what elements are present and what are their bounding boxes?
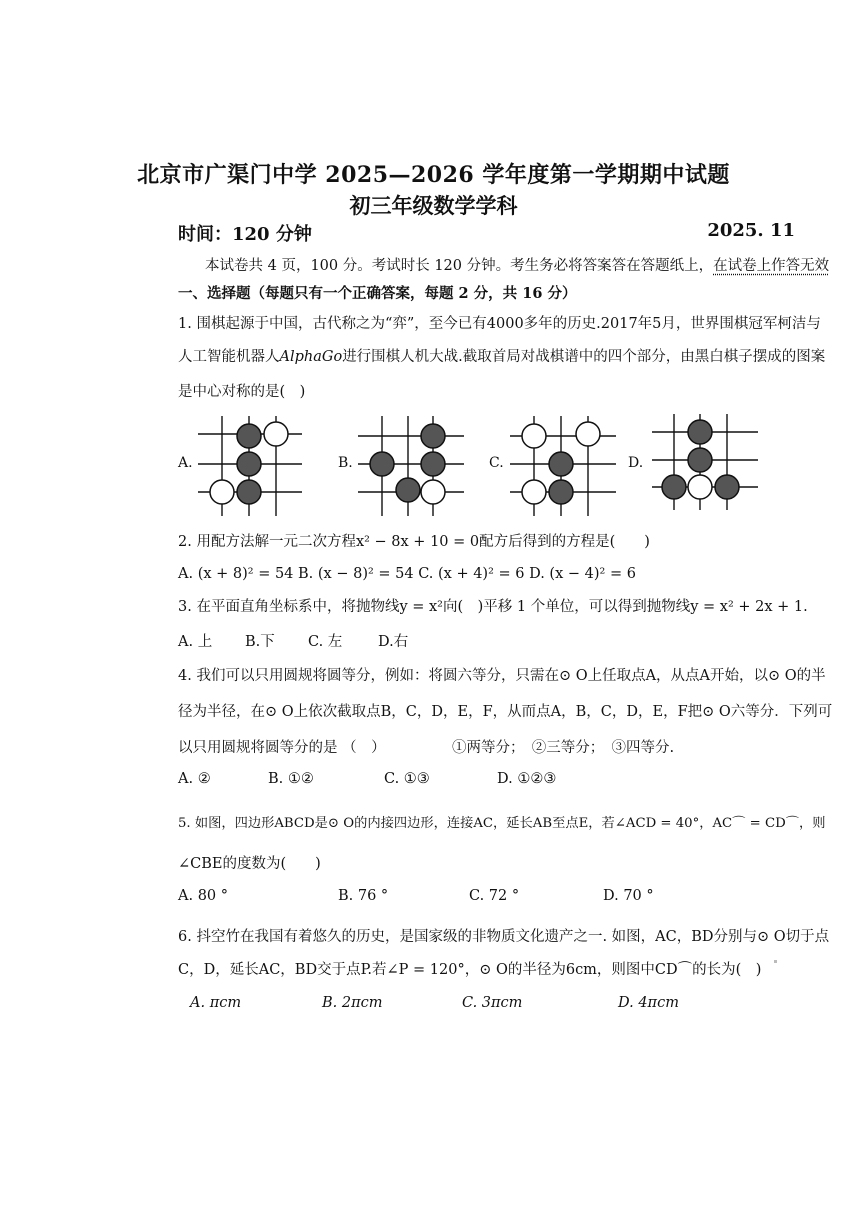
q6-option-a: A. πcm [190,995,242,1011]
intro-text-main: 本试卷共 4 页，100 分。考试时长 120 分钟。考生务必将答案答在答题纸上， [205,258,714,274]
q6-line1: 6. 抖空竹在我国有着悠久的历史，是国家级的非物质文化遗产之一. 如图，AC，BD分别与⊙ O切于点 [178,929,830,945]
q5-line1: 5. 如图，四边形ABCD是⊙ O的内接四边形，连接AC，延长AB至点E，若∠ACD = 40°，AC⌒ = CD⌒，则 [178,816,826,831]
scan-speck [774,960,777,963]
q5-option-b: B. 76 ° [338,888,389,904]
section-heading: 一、选择题（每题只有一个正确答案，每题 2 分，共 16 分） [178,285,577,302]
intro-dotted-text: 在试卷上作答无效 [713,258,830,274]
q3-stem: 3. 在平面直角坐标系中，将抛物线y = x²向( )平移 1 个单位，可以得到抛物线y = x² + 2x + 1. [178,599,808,615]
intro-text [205,254,829,275]
q1-line2 [178,345,825,366]
q4-line1: 4. 我们可以只用圆规将圆等分，例如：将圆六等分，只需在⊙ O上任取点A，从点A开始，以⊙ O的半 [178,668,826,684]
go-board-a [196,412,306,520]
go-board-b [356,412,468,520]
q1-alphago: AlphaGo [279,349,343,365]
q6-option-d: D. 4πcm [618,995,679,1011]
exam-subtitle: 初三年级数学学科 [349,193,518,218]
q5-option-a: A. 80 ° [178,888,228,904]
q3-option-c: C. 左 [308,634,343,650]
q6-option-c: C. 3πcm [462,995,523,1011]
q4-option-a: A. ② [178,771,211,787]
q1-line2-c: 进行围棋人机大战.截取首局对战棋谱中的四个部分，由黑白棋子摆成的图案 [342,349,826,365]
q1-line2-a: 人工智能机器人 [178,349,280,365]
go-board-d [650,410,762,514]
q4-line3b: ①两等分； ②三等分； ③四等分. [452,740,675,756]
exam-title: 北京市广渠门中学 2025—2026 学年度第一学期期中试题 [137,162,730,188]
q5-option-c: C. 72 ° [469,888,520,904]
q1-line1: 1. 围棋起源于中国，古代称之为“弈”，至今已有4000多年的历史.2017年5月，世界围棋冠军柯洁与 [178,316,821,332]
exam-date: 2025. 11 [707,220,795,241]
q6-option-b: B. 2πcm [322,995,383,1011]
q1-line3: 是中心对称的是( ) [178,384,306,400]
q1-label-c: C. [489,455,504,471]
q3-option-d: D.右 [378,634,409,650]
q3-option-b: B.下 [245,634,275,650]
q6-line2: C，D，延长AC，BD交于点P.若∠P = 120°，⊙ O的半径为6cm，则图中CD⌒的长为( ) [178,962,762,978]
q2-options: A. (x + 8)² = 54 B. (x − 8)² = 54 C. (x + 4)² = 6 D. (x − 4)² = 6 [178,566,636,582]
q3-option-a: A. 上 [178,634,213,650]
q5-line2: ∠CBE的度数为( ) [178,856,321,872]
q5-option-d: D. 70 ° [603,888,654,904]
q4-option-b: B. ①② [268,771,314,787]
q4-line2: 径为半径，在⊙ O上依次截取点B，C，D，E，F，从而点A，B，C，D，E，F把⊙ O六等分．下列可 [178,704,833,720]
q1-label-d: D. [628,455,644,471]
exam-time: 时间：120 分钟 [178,224,312,245]
q1-label-a: A. [178,455,193,471]
q1-label-b: B. [338,455,353,471]
q2-stem: 2. 用配方法解一元二次方程x² − 8x + 10 = 0配方后得到的方程是( ) [178,534,650,550]
go-board-c [508,412,620,520]
q4-option-d: D. ①②③ [497,771,557,787]
q4-option-c: C. ①③ [384,771,430,787]
q4-line3a: 以只用圆规将圆等分的是 （ ） [178,740,386,756]
